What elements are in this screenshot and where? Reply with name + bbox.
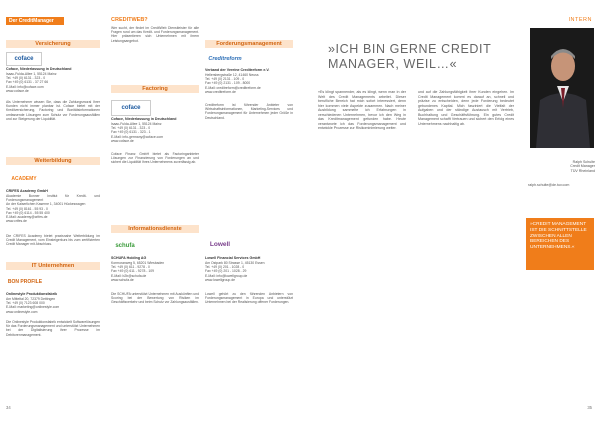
coface-company: Coface, Niederlassung in Deutschland	[6, 67, 72, 71]
academy-address: Akademie Bonner Institut für Kredit- und Forderungsmanagement An der Kaiserlichen Kaserne 1, 34001 Hückeswagen Tel. +49 (0) 8161 - 55 93 - 0 Fax +49 (0) 6114 - 55 55 400 E-Mail: academy@crifes.de www.crifes.de	[6, 194, 100, 224]
interview-text-col2: und auf die Zahlungsfähigkeit ihrer Kunden eingehen. Im Credit Management kommt es darauf an, schnell und präzise zu entscheiden, denn jede Forderung bedeutet gebundenes Kapital. Mich fasziniert die Vielfalt der Aufgaben und der ständige Austausch mit Vertrieb, Buchhaltung und Geschäftsführung. Ein gutes Credit Management schafft Vertrauen und sichert den Erfolg eines Unternehmens nachhaltig ab.	[418, 90, 514, 126]
schufa-logo	[111, 240, 139, 252]
lowell-company: Lowell Financial Services GmbH	[205, 256, 261, 260]
academy-company: CRIFES Academy GmbH	[6, 189, 48, 193]
weiterbildung-text: Die CRIFES Academy bietet praxisnahe Weiterbildung im Credit Management, vom Einsteigerkurs bis zum zertifizierten Credit Manager mit Abschluss.	[6, 234, 100, 247]
credref-address: Hellersbergstraße 12, 41460 Neuss Tel. +49 (0) 2131 - 109 - 0 Fax +49 (0) 2131 - 109 - 8000 E-Mail: creditreform@creditreform.de www.creditreform.de	[205, 73, 261, 94]
lowell-text: Lowell gehört zu den führenden Anbietern von Forderungsmanagement in Europa und unterstützt Unternehmen bei der Realisierung offener Forderungen.	[205, 292, 293, 305]
section-tab: Der CreditManager	[6, 17, 64, 25]
versicherung-text: Als Unternehmer wissen Sie, dass die Zahlungsmoral Ihrer Kunden nicht immer planbar ist. Coface bietet mit der Kreditversicherung, Factoring und Bonitätsinformationen umfassende Lösungen zum Schutz vor Forderungsausfällen und zur Steigerung der Liquidität.	[6, 100, 100, 121]
heading-forderungsmanagement: Forderungsmanagement	[205, 40, 293, 48]
coface-factoring-logo-text: coface	[121, 105, 141, 111]
schufa-logo-text: schufa	[115, 243, 135, 249]
heading-versicherung: Versicherung	[6, 40, 100, 48]
coface2-company: Coface, Niederlassung in Deutschland	[111, 117, 177, 121]
factoring-text: Coface Finanz GmbH bietet als Factoringanbieter Lösungen zur Finanzierung von Forderungen an und sichert die Liquidität Ihres Unternehmens zuverlässig ab.	[111, 152, 199, 165]
academy-logo-text: ACADEMY	[11, 175, 37, 182]
heading-it-unternehmen: IT Unternehmen	[6, 262, 100, 270]
interview-headline: »ICH BIN GERNE CREDIT MANAGER, WEIL…«	[328, 42, 492, 71]
email-link[interactable]: ralph.schulte@de.tuv.com	[528, 183, 570, 187]
coface-logo	[6, 52, 42, 66]
page-number-right: 35	[587, 405, 592, 410]
coface2-address: Isaac-Fulda-Allee 1, 55124 Mainz Tel. +49 (0) 6131 - 323 - 0 Fax +49 (0) 6131 - 323 - 1 E-Mail: info-germany@coface.com www.coface.de	[111, 122, 164, 143]
heading-weiterbildung: Weiterbildung	[6, 157, 100, 165]
coface-address: Isaac-Fulda-Allee 1, 55124 Mainz Tel. +49 (0) 6131 - 323 - 0 Fax +49 (0) 6131 - 37 27 66 E-Mail: info@coface.com www.coface.de	[6, 72, 57, 93]
bonprofile-logo	[6, 276, 44, 288]
heading-informationsdienste: Informationsdienste	[111, 225, 199, 233]
section-label: INTERN	[568, 17, 592, 23]
credref-company: Verband der Vereine Creditreform e.V.	[205, 68, 270, 72]
portrait-photo	[530, 28, 594, 148]
interview-text-col1: »Es klingt spannender, als es klingt, wenn man in der Welt des Credit Managements arbeitet. Dieser berufliche Bereich hat mich sofort interessiert, denn hier kommen viele Aspekte zusammen. Nach meiner Ausbildung sammelte ich Erfahrungen in verschiedenen Unternehmen, bevor ich den Weg in das Kreditmanagement gefunden habe. Heute verantworte ich das Forderungsmanagement und entwickle Prozesse zur Risikominimierung weiter.	[318, 90, 406, 130]
portrait-caption: Ralph Schulte Credit Manager TÜV Rheinland	[570, 160, 595, 173]
schufa-address: Kormoranweg 5, 65201 Wiesbaden Tel. +49 (0) 611 - 9278 - 0 Fax +49 (0) 611 - 9278 - 109 E-Mail: b2b@schufa.de www.schufa.de	[111, 261, 165, 282]
it-text: Die Onlinestyle Produktionsfabrik entwickelt Softwarelösungen für das Forderungsmanagement und unterstützt Unternehmen bei der Digitalisierung ihrer Prozesse im Debitorenmanagement.	[6, 320, 100, 337]
bonpro-company: Onlinestyle Produktionsfabrik	[6, 292, 58, 296]
creditreform-text: Creditreform ist führender Anbieter von Wirtschaftsinformationen, Marketing-Services und Forderungsmanagement für Unternehmen jeder Größe in Deutschland.	[205, 103, 293, 120]
informationsdienste-text: Die SCHUFA unterstützt Unternehmen mit Auskünften und Scoring bei der Bewertung von Risiken im Geschäftsverkehr und beim Schutz vor Zahlungsausfällen.	[111, 292, 199, 305]
creditreform-logo-text: Creditreform	[208, 56, 242, 62]
heading-factoring: Factoring	[111, 85, 199, 93]
creditweb-title: CREDITWEB?	[111, 17, 148, 23]
pull-quote: »CREDIT MANAGEMENT IST DIE SCHNITTSTELLE ZWISCHEN ALLEN BEREICHEN DES UNTERNEHMENS.«	[530, 222, 587, 251]
portrait-illustration	[530, 28, 594, 148]
coface-factoring-logo	[111, 100, 151, 116]
lowell-logo-text: Lowell	[209, 240, 231, 248]
bonpro-address: Am Mitteltal 20, 72379 Dettingen Tel. +49 (0) 7123 608 000 E-Mail: marketing@onlinestyle.com www.onlinestyle.com	[6, 297, 60, 314]
page-number-left: 34	[6, 405, 11, 410]
bonprofile-logo-text: BON PROFILE	[7, 279, 43, 285]
creditreform-logo	[205, 53, 245, 65]
coface-logo-text: coface	[14, 56, 34, 62]
lowell-address: Am Ostpark 80 Strasse 1, 45130 Essen Tel. +49 (0) 201 - 1028 - 0 Fax +49 (0) 201 - 1028 - 29 E-Mail: info@lowellgroup.de www.lowellgroup.de	[205, 261, 265, 282]
lowell-logo	[205, 238, 235, 250]
creditweb-intro: Wer sucht, der findet im CreditWeb Dienstleister für alle Fragen rund um das Kredit- und Forderungsmanagement. Hier präsentieren sich Unternehmen mit ihrem Leistungsangebot.	[111, 26, 199, 43]
schufa-company: SCHUFA Holding AG	[111, 256, 147, 260]
academy-logo	[6, 172, 42, 185]
